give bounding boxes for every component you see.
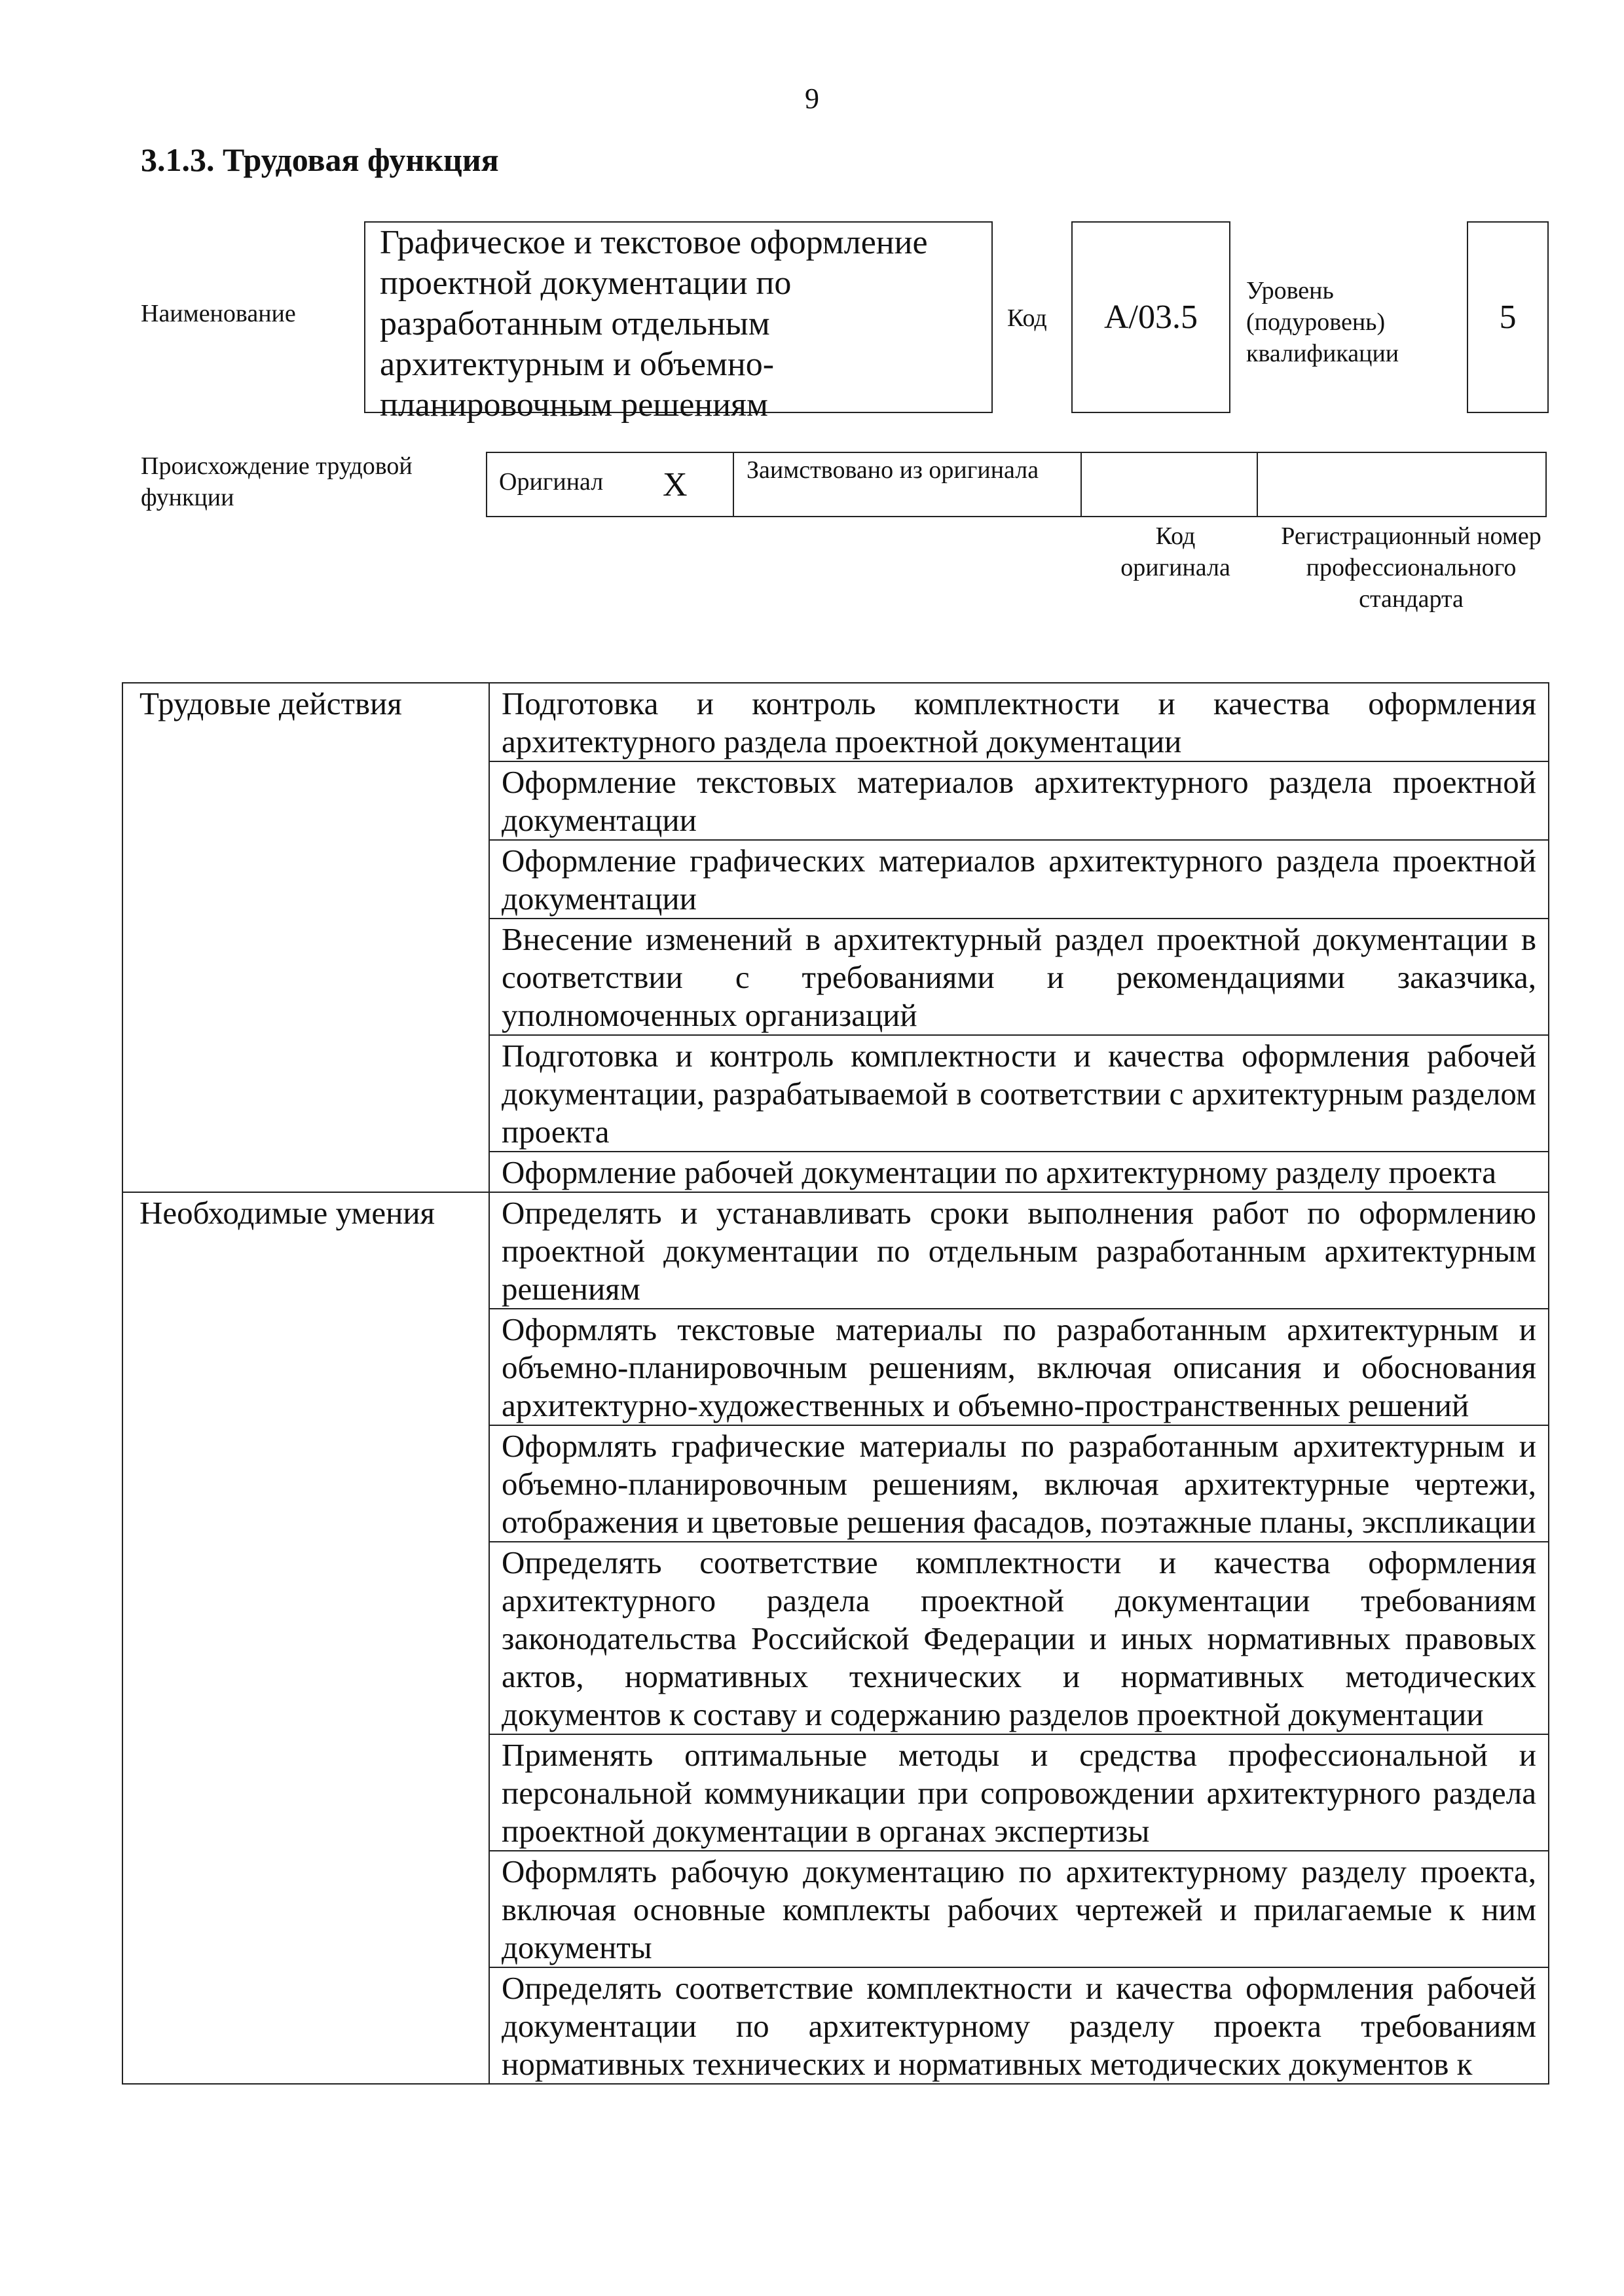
table-cell: Оформление рабочей документации по архитектурному разделу проекта: [489, 1152, 1549, 1192]
table-row: [122, 683, 1549, 761]
category-cell: Трудовые действия: [122, 683, 489, 1192]
divider: [733, 453, 734, 517]
page-number: 9: [805, 82, 819, 115]
reg-number-label: Регистрационный номер профессионального стандарта: [1281, 522, 1541, 613]
original-label: Оригинал: [499, 468, 604, 496]
table-cell: Оформлять текстовые материалы по разработанным архитектурным и объемно-планировочным решениям, включая описания и обоснования архитектурно-художественных и объемно-пространственных решений: [489, 1309, 1549, 1425]
origin-table: [486, 452, 1547, 517]
table-cell: Оформлять графические материалы по разработанным архитектурным и объемно-планировочным решениям, включая архитектурные чертежи, отображения и цветовые решения фасадов, поэтажные планы, экспликации: [489, 1425, 1549, 1542]
table-row: [122, 1192, 1549, 1309]
naimenovanie-value: Графическое и текстовое оформление проектной документации по разработанным отдельным архитектурным и объемно-планировочным решениям: [364, 221, 993, 413]
original-mark: X: [663, 466, 688, 503]
table-cell: Внесение изменений в архитектурный раздел проектной документации в соответствии с требованиями и рекомендациями заказчика, уполномоченных организаций: [489, 919, 1549, 1035]
naimenovanie-label: Наименование: [141, 300, 296, 327]
category-cell: Необходимые умения: [122, 1192, 489, 2084]
table-cell: Применять оптимальные методы и средства профессиональной и персональной коммуникации при сопровождении архитектурного раздела проектной документации в органах экспертизы: [489, 1734, 1549, 1851]
level-value: 5: [1467, 221, 1549, 413]
level-label: Уровень (подуровень) квалификации: [1246, 277, 1399, 367]
table-cell: Оформлять рабочую документацию по архитектурному разделу проекта, включая основные комплекты рабочих чертежей и прилагаемые к ним документы: [489, 1851, 1549, 1967]
table-cell: Определять и устанавливать сроки выполнения работ по оформлению проектной документации по отдельным разработанным архитектурным решениям: [489, 1192, 1549, 1309]
borrowed-label: Заимствовано из оригинала: [747, 456, 1039, 484]
table-cell: Определять соответствие комплектности и качества оформления архитектурного раздела проектной документации требованиям законодательства Российской Федерации и иных нормативных правовых актов, нормативных технических и нормативных методических документов к составу и содержанию разделов проектной документации: [489, 1542, 1549, 1734]
table-cell: Подготовка и контроль комплектности и качества оформления архитектурного раздела проектной документации: [489, 683, 1549, 761]
kod-label: Код: [1007, 304, 1047, 332]
table-cell: Подготовка и контроль комплектности и качества оформления рабочей документации, разрабатываемой в соответствии с архитектурным разделом проекта: [489, 1035, 1549, 1152]
table-cell: Определять соответствие комплектности и качества оформления рабочей документации по архитектурному разделу проекта требованиям нормативных технических и нормативных методических документов к: [489, 1967, 1549, 2084]
section-heading: 3.1.3. Трудовая функция: [141, 141, 499, 178]
table-cell: Оформление графических материалов архитектурного раздела проектной документации: [489, 840, 1549, 919]
kod-originala-label: Код оригинала: [1120, 522, 1230, 581]
divider: [1080, 453, 1082, 517]
kod-value: А/03.5: [1071, 221, 1230, 413]
divider: [1257, 453, 1258, 517]
origin-label: Происхождение трудовой функции: [141, 452, 413, 511]
competency-table: [122, 682, 1549, 2085]
table-cell: Оформление текстовых материалов архитектурного раздела проектной документации: [489, 761, 1549, 840]
